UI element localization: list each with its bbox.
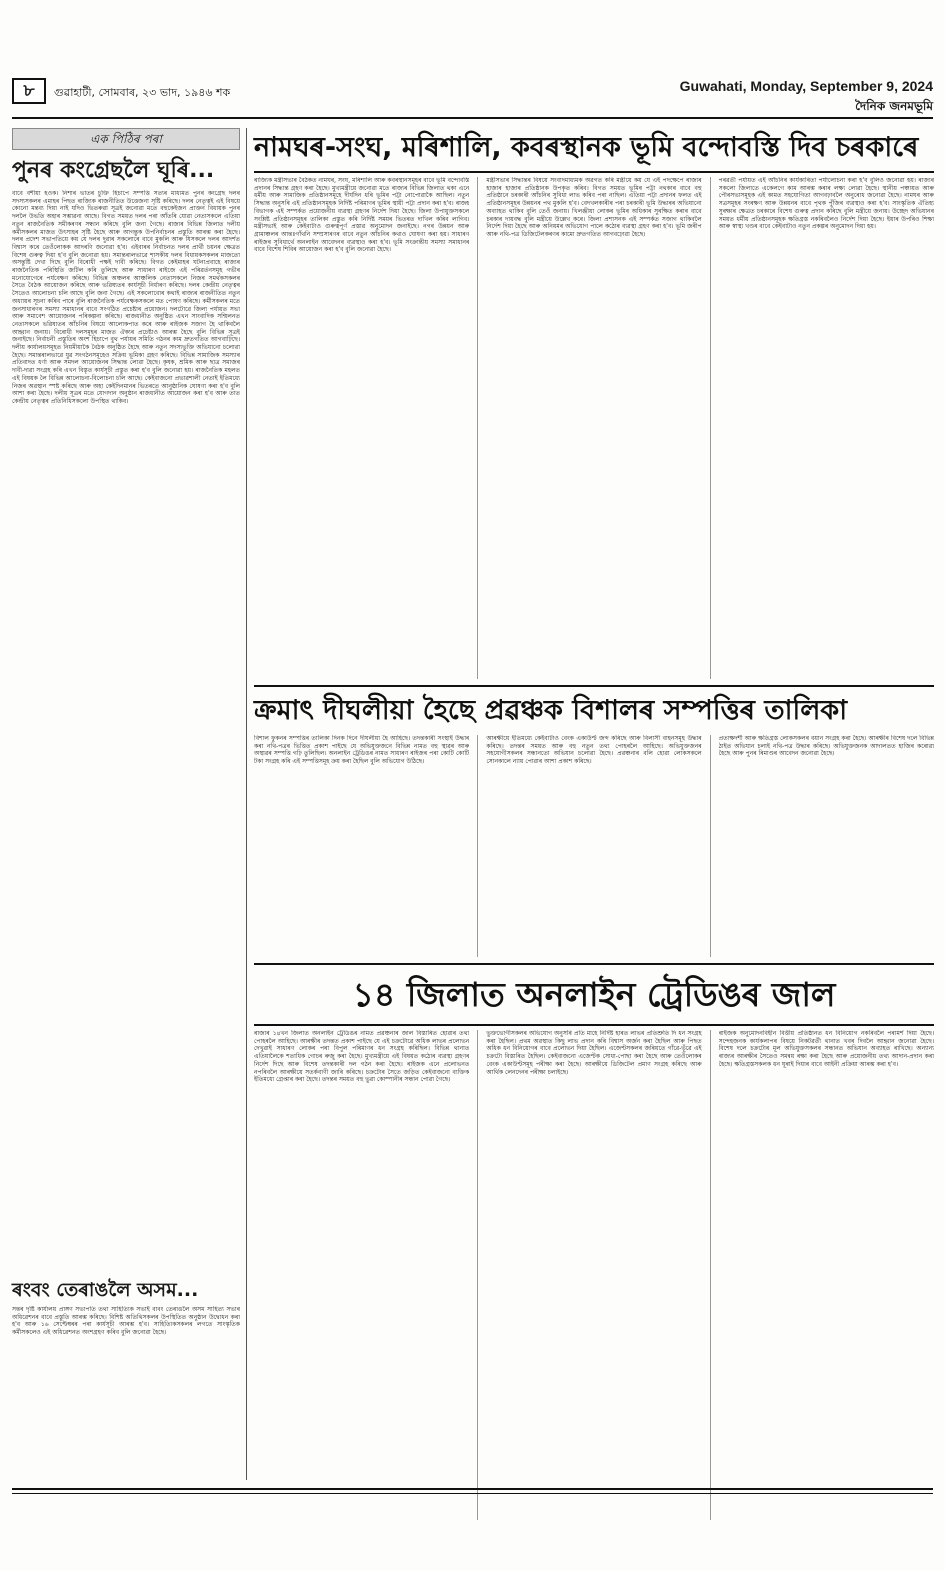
column-separator — [477, 1030, 478, 1520]
story1-col-2: মন্ত্ৰীসভাৰ সিদ্ধান্তৰ বিষয়ে সংবাদমাধ্যমক অৱগত কৰি মন্ত্ৰীয়ে কয় যে এই পদক্ষেপে ৰাজ্যৰ হাজাৰ হাজাৰ প্ৰতিষ্ঠানক উপকৃত কৰিব। বিগত সময়ত ভূমিৰ পট্টা নথকাৰ বাবে বহু প্ৰতিষ্ঠানে চৰকাৰী আঁচনিৰ সুবিধা লাভ কৰিব পৰা নাছিল। এতিয়া পট্টা প্ৰদানৰ ফলত এই প্ৰতিষ্ঠানসমূহৰ উন্নয়নৰ পথ মুকলি হ'ব। বেদখলকাৰীৰ পৰা চৰকাৰী ভূমি উদ্ধাৰৰ অভিযানো অব্যাহত থাকিব বুলি তেওঁ জনায়। খিলঞ্জীয়া লোকৰ ভূমিৰ অধিকাৰ সুৰক্ষিত কৰাৰ বাবে চৰকাৰ দায়বদ্ধ বুলি মন্ত্ৰীয়ে উল্লেখ কৰে। জিলা প্ৰশাসনক এই সম্পৰ্কত সজাগ থাকিবলৈ নিৰ্দেশ দিয়া হৈছে আৰু অনিয়মৰ অভিযোগ পালে কঠোৰ ব্যৱস্থা গ্ৰহণ কৰা হ'ব। ভূমি জৰীপ আৰু নথি-পত্ৰ ডিজিটেলকৰণৰ কামো দ্ৰুতগতিত আগবঢ়োৱা হৈছে। — [486, 177, 702, 238]
column-separator — [477, 177, 478, 679]
date-assamese: গুৱাহাটী, সোমবাৰ, ২৩ ভাদ, ১৯৪৬ শক — [54, 86, 231, 99]
footer-rule — [12, 1488, 933, 1490]
story3-columns — [254, 1030, 934, 1520]
story1-col-1: ৰাজ্যিক মন্ত্ৰীসভাৰ বৈঠকত নামঘৰ, সংঘ, মৰিশালি আৰু কবৰস্থানসমূহৰ বাবে ভূমি বন্দোবস্তি প্ৰদানৰ সিদ্ধান্ত গ্ৰহণ কৰা হৈছে। মুখ্যমন্ত্ৰীয়ে জনোৱা মতে ৰাজ্যৰ বিভিন্ন জিলাত থকা এনে ধৰ্মীয় আৰু সামাজিক প্ৰতিষ্ঠানসমূহে দীৰ্ঘদিন ধৰি ভূমিৰ পট্টা নোপোৱাকৈ আছিল। নতুন সিদ্ধান্ত অনুসৰি এই প্ৰতিষ্ঠানসমূহক নিৰ্দিষ্ট পৰিমাণৰ ভূমিৰ স্থায়ী পট্টা প্ৰদান কৰা হ'ব। ৰাজহ বিভাগক এই সম্পৰ্কত প্ৰয়োজনীয় ব্যৱস্থা গ্ৰহণৰ নিৰ্দেশ দিয়া হৈছে। জিলা উপায়ুক্তসকলে সংশ্লিষ্ট প্ৰতিষ্ঠানসমূহৰ তালিকা প্ৰস্তুত কৰি নিৰ্দিষ্ট সময়ৰ ভিতৰত দাখিল কৰিব লাগিব। মন্ত্ৰীসভাই আৰু কেইবাটাও গুৰুত্বপূৰ্ণ প্ৰস্তাৱ অনুমোদন জনাইছে। নগৰ উন্নয়ন আৰু গ্ৰামাঞ্চলৰ আন্তঃগাঁথনি সম্প্ৰসাৰণৰ বাবে নতুন আঁচনিৰ কথাও ঘোষণা কৰা হয়। সাধাৰণ ৰাইজৰ সুবিধাৰ্থে অনলাইন আবেদনৰ ব্যৱস্থাও কৰা হ'ব। ভূমি সংক্ৰান্তীয় সমস্যা সমাধানৰ বাবে বিশেষ শিবিৰ আয়োজন কৰা হ'ব বুলি জনোৱা হৈছে। — [254, 177, 470, 254]
story3-top-rule — [254, 963, 934, 965]
left-column — [12, 128, 240, 1480]
story3-headline: ১৪ জিলাত অনলাইন ট্ৰেডিঙৰ জাল — [352, 975, 836, 1014]
left-article-body-2: সন্তৰ দৃষ্টি কাৰ্যালয় প্ৰাঙ্গণ সভাপতি তথা সাহিত্যিক সভাই বাবং তেৰাঙলৈ অসম সাহিত্য সভাৰ অধিৱেশনৰ বাবে প্ৰস্তুতি আৰম্ভ কৰিছে। বিশিষ্ট অতিথিসকলৰ উপস্থিতিত অনুষ্ঠান উদ্বোধন কৰা হ'ব আৰু ১৬ সেপ্টেম্বৰৰ পৰা কাৰ্যসূচী আৰম্ভ হ'ব। সাহিত্যিকসকলৰ লগতে সাংস্কৃতিক কৰ্মীসকলেও এই অধিৱেশনত অংশগ্ৰহণ কৰিব বুলি জনোৱা হৈছে। — [12, 1306, 240, 1337]
story1-col-3: পৰৱৰ্তী পৰ্যায়ত এই আঁচনিৰ কাৰ্যকাৰিতা পৰ্যালোচনা কৰা হ'ব বুলিও জনোৱা হয়। ৰাজ্যৰ সকলো জিলাতে একেলগে কাম আৰম্ভ কৰাৰ লক্ষ্য লোৱা হৈছে। স্থানীয় পঞ্চায়ত আৰু পৌৰসভাসমূহক এই কামত সহযোগিতা আগবঢ়াবলৈ অনুৰোধ জনোৱা হৈছে। নামঘৰ আৰু সত্ৰসমূহৰ সংৰক্ষণ আৰু উন্নয়নৰ বাবে পৃথক পুঁজিৰ ব্যৱস্থাও কৰা হ'ব। সাংস্কৃতিক ঐতিহ্য সুৰক্ষাৰ ক্ষেত্ৰত চৰকাৰে বিশেষ গুৰুত্ব প্ৰদান কৰিছে বুলি মন্ত্ৰীয়ে জনায়। উচ্ছেদ অভিযানৰ সময়ত ধৰ্মীয় প্ৰতিষ্ঠানসমূহক ক্ষতিগ্ৰস্ত নকৰিবলৈও নিৰ্দেশ দিয়া হৈছে। ইয়াৰ উপৰিও শিক্ষা আৰু স্বাস্থ্য খণ্ডৰ বাবে কেইবাটাও নতুন প্ৰকল্পৰ অনুমোদন দিয়া হয়। — [718, 177, 934, 231]
masthead-rule — [12, 117, 933, 119]
story2-headline: ক্ৰমাৎ দীঘলীয়া হৈছে প্ৰৱঞ্চক বিশালৰ সম্পত্তিৰ তালিকা — [254, 695, 848, 726]
date-english: Guwahati, Monday, September 9, 2024 — [679, 78, 933, 94]
footer-rule-thin — [12, 1493, 933, 1494]
story2-col-2: আৰক্ষীয়ে ইতিমধ্যে কেইবাটাও বেংক একাউণ্ট জব্দ কৰিছে আৰু বিলাসী বাহনসমূহ উদ্ধাৰ কৰিছে। তদন্তৰ সময়ত আৰু বহু নতুন তথ্য পোহৰলৈ আহিছে। অভিযুক্তজনৰ সহযোগীসকলৰ সন্ধানতো অভিযান চলোৱা হৈছে। প্ৰৱঞ্চনাৰ বলি হোৱা লোকসকলে সোনকালে ন্যায় পোৱাৰ আশা প্ৰকাশ কৰিছে। — [486, 735, 702, 766]
column-separator — [710, 177, 711, 679]
left-article-body-1: বাবে বশীয়া হওক। নিশাৰ ভাতৰ চুক্তি হিচাপে সম্পত্তি সত্যৰ মাধ্যমত পুনৰ কংগ্ৰেছ দলৰ সদস্যসকলৰ এমাহৰ পিছত ৰাজ্যিক ৰাজনীতিত উত্তেজনা সৃষ্টি কৰিছে। দলৰ নেতৃত্বই এই বিষয়ে কোনো মন্তব্য দিয়া নাই যদিও ভিতৰুৱা সূত্ৰই জনোৱা মতে বহুকেইজন প্ৰাক্তন বিধায়ক পুনৰ দললৈ উভতি অহাৰ সম্ভাৱনা আছে। বিগত সময়ত দলৰ পৰা আঁতৰি যোৱা নেতাসকলে এতিয়া নতুন ৰাজনৈতিক সমীকৰণৰ সন্ধান কৰিছে বুলি জনা গৈছে। ৰাজ্যৰ বিভিন্ন জিলাত দলীয় কৰ্মীসকলৰ মাজত উৎসাহৰ সৃষ্টি হৈছে আৰু আগন্তুক উপনিৰ্বাচনৰ প্ৰস্তুতি আৰম্ভ কৰা হৈছে। দলৰ প্ৰদেশ সভাপতিয়ে কয় যে দলৰ দুৱাৰ সকলোৰে বাবে মুকলি আৰু যিসকলে দলৰ আদৰ্শত বিশ্বাস কৰে তেওঁলোকক আদৰণি জনোৱা হ'ব। এইবাৰৰ নিৰ্বাচনত দলৰ প্ৰাৰ্থী চয়নৰ ক্ষেত্ৰত বিশেষ গুৰুত্ব দিয়া হ'ব বুলি জনোৱা হয়। সমান্তৰালভাৱে শাসকীয় দলৰ বিধায়কসকলৰ মাজতো অসন্তুষ্টি দেখা দিছে বুলি বিৰোধী পক্ষই দাবী কৰিছে। বিগত কেইমাহৰ ঘটনাপ্ৰবাহে ৰাজ্যৰ ৰাজনৈতিক পৰিস্থিতি জটিল কৰি তুলিছে আৰু সাধাৰণ ৰাইজে এই পৰিৱৰ্তনসমূহ গভীৰ মনোযোগেৰে পৰ্যবেক্ষণ কৰিছে। বিভিন্ন অঞ্চলৰ আঞ্চলিক নেতাসকলে নিজৰ সমৰ্থকসকলৰ সৈতে বৈঠক আয়োজন কৰিছে আৰু ভৱিষ্যতৰ কাৰ্যসূচী নিৰ্ধাৰণ কৰিছে। দলৰ কেন্দ্ৰীয় নেতৃত্বৰ সৈতেও আলোচনা চলি আছে বুলি জনা গৈছে। এই সকলোবোৰ কথাই ৰাজ্যৰ ৰাজনীতিত নতুন অধ্যায়ৰ সূচনা কৰিব পাৰে বুলি ৰাজনৈতিক পৰ্যবেক্ষকসকলে মত পোষণ কৰিছে। কৰ্মীসকলৰ মতে জনসাধাৰণৰ সমস্যা সমাধানৰ বাবে সংগঠিত প্ৰচেষ্টাৰ প্ৰয়োজন। দলটোৱে জিলা পৰ্যায়ত সভা আৰু সমাবেশ আয়োজনৰ পৰিকল্পনা কৰিছে। ৰাজধানীত অনুষ্ঠিত এখন সাংবাদিক সন্মিলনত নেতাসকলে ভৱিষ্যতৰ আঁচনিৰ বিষয়ে আলোকপাত কৰে আৰু ৰাইজক সজাগ হৈ থাকিবলৈ আহ্বান জনায়। বিৰোধী দলসমূহৰ মাজত ঐক্যৰ প্ৰচেষ্টাও আৰম্ভ হৈছে বুলি বিভিন্ন সূত্ৰই জনাইছে। নিৰ্বাচনী প্ৰস্তুতিৰ অংশ হিচাপে বুথ পৰ্যায়ৰ সমিতি গঠনৰ কাম দ্ৰুতগতিত আগবাঢ়িছে। দলীয় কাৰ্যালয়সমূহত নিয়মীয়াকৈ বৈঠক অনুষ্ঠিত হৈছে আৰু নতুন সদস্যভুক্তি অভিযানো চলোৱা হৈছে। সমান্তৰালভাৱে যুৱ সংগঠনসমূহেও সক্ৰিয় ভূমিকা গ্ৰহণ কৰিছে। বিভিন্ন সামাজিক সমস্যাৰ প্ৰতিবাদত ধৰ্ণা আৰু সমদল আয়োজনৰ সিদ্ধান্ত লোৱা হৈছে। কৃষক, শ্ৰমিক আৰু ছাত্ৰ সমাজৰ দাবী-দাৱা সংগ্ৰহ কৰি এখন বিস্তৃত কাৰ্যসূচী প্ৰস্তুত কৰা হ'ব বুলি জনোৱা হয়। ৰাজনৈতিক মহলত এই বিষয়ক লৈ বিভিন্ন আলোচনা-বিলোচনা চলি আছে। কেইবাজনো প্ৰভাৱশালী নেতাই ইতিমধ্যে নিজৰ অৱস্থান স্পষ্ট কৰিছে আৰু অহা কেইদিনমানৰ ভিতৰতে আনুষ্ঠানিক ঘোষণা কৰা হ'ব বুলি আশা কৰা হৈছে। দলীয় সূত্ৰৰ মতে যোগদান অনুষ্ঠান ৰাজধানীত আয়োজন কৰা হ'ব আৰু তাত কেন্দ্ৰীয় নেতৃত্বৰ প্ৰতিনিধিসকলো উপস্থিত থাকিব। — [12, 190, 240, 405]
story1-headline: নামঘৰ-সংঘ, মৰিশালি, কবৰস্থানক ভূমি বন্দোবস্তি দিব চৰকাৰে — [254, 132, 919, 163]
column-separator — [710, 735, 711, 957]
column-separator — [477, 735, 478, 957]
left-headline-1: পুনৰ কংগ্ৰেছলৈ ঘূৰি... — [12, 158, 215, 183]
story3-col-3: ৰাইজক অনুমোদনবিহীন বিত্তীয় প্ৰতিষ্ঠানত ধন বিনিয়োগ নকৰিবলৈ পৰামৰ্শ দিয়া হৈছে। সন্দেহজনক কাৰ্যকলাপৰ বিষয়ে নিকটৱৰ্তী থানাত খবৰ দিবলৈ আহ্বান জনোৱা হৈছে। বিশেষ দলে চক্ৰটোৰ মূল অভিযুক্তসকলৰ সন্ধানত অভিযান অব্যাহত ৰাখিছে। অন্যান্য ৰাজ্যৰ আৰক্ষীৰ সৈতেও সমন্বয় ৰক্ষা কৰা হৈছে আৰু প্ৰয়োজনীয় তথ্য আদান-প্ৰদান কৰা হৈছে। ক্ষতিগ্ৰস্তসকলক ধন ঘূৰাই দিয়াৰ বাবে আইনী প্ৰক্ৰিয়া আৰম্ভ কৰা হ'ব। — [718, 1030, 934, 1068]
story3-col-1: ৰাজ্যৰ ১৪খন জিলাত অনলাইন ট্ৰেডিঙৰ নামত প্ৰৱঞ্চনাৰ জাল বিস্তাৰিত হোৱাৰ তথ্য পোহৰলৈ আহিছে। আৰক্ষীৰ তদন্তত প্ৰকাশ পাইছে যে এই চক্ৰটোৱে অধিক লাভৰ প্ৰলোভন দেখুৱাই সাধাৰণ লোকৰ পৰা বিপুল পৰিমাণৰ ধন সংগ্ৰহ কৰিছিল। বিভিন্ন থানাত এতিয়ালৈকে শতাধিক গোচৰ ৰুজু কৰা হৈছে। মুখ্যমন্ত্ৰীয়ে এই বিষয়ত কঠোৰ ব্যৱস্থা গ্ৰহণৰ নিৰ্দেশ দিছে আৰু বিশেষ তদন্তকাৰী দল গঠন কৰা হৈছে। ৰাইজক এনে প্ৰলোভনত নপৰিবলৈ আৰক্ষীয়ে সতৰ্কবাণী জাৰি কৰিছে। চক্ৰটোৰ সৈতে জড়িত কেইবাজনো ব্যক্তিক ইতিমধ্যে গ্ৰেপ্তাৰ কৰা হৈছে। তদন্তৰ সময়ত বহু ভুৱা কোম্পানীৰ সন্ধান পোৱা গৈছে। — [254, 1030, 470, 1084]
left-headline-2: ৰংবং তেৰাঙলৈ অসম... — [12, 1279, 199, 1301]
story3-col-2: ভুক্তভোগীসকলৰ অভিযোগ অনুসৰি প্ৰতি মাহে নিৰ্দিষ্ট হাৰত লাভৰ প্ৰতিশ্ৰুতি দি ধন সংগ্ৰহ কৰা হৈছিল। প্ৰথম অৱস্থাত কিছু লাভ প্ৰদান কৰি বিশ্বাস অৰ্জন কৰা হৈছিল আৰু পিছত অধিক ধন বিনিয়োগৰ বাবে প্ৰলোভন দিয়া হৈছিল। এজেণ্টসকলৰ জৰিয়তে গাঁৱে-ভূঁৱে এই চক্ৰটো বিস্তাৰিত হৈছিল। কেইবাজনো এজেণ্টক সোধা-পোছা কৰা হৈছে আৰু তেওঁলোকৰ বেংক একাউণ্টসমূহ পৰীক্ষা কৰা হৈছে। আৰক্ষীয়ে ডিজিটেল প্ৰমাণ সংগ্ৰহ কৰিছে আৰু আৰ্থিক লেনদেনৰ পৰীক্ষা চলাইছে। — [486, 1030, 702, 1076]
column-separator — [710, 1030, 711, 1520]
story1-columns — [254, 177, 934, 679]
page-number: ৮ — [12, 78, 46, 104]
column-divider — [246, 128, 247, 1480]
story2-top-rule — [254, 685, 934, 687]
story3-rule — [254, 1024, 934, 1026]
story2-columns — [254, 735, 934, 957]
story1-rule — [254, 171, 934, 173]
paper-name: দৈনিক জনমভূমি — [855, 99, 933, 113]
story2-col-3: প্ৰত্যক্ষদৰ্শী আৰু ক্ষতিগ্ৰস্ত লোকসকলৰ বয়ান সংগ্ৰহ কৰা হৈছে। আৰক্ষীৰ বিশেষ দলে বিভিন্ন ঠাইত অভিযান চলাই নথি-পত্ৰ উদ্ধাৰ কৰিছে। অভিযুক্তজনক আদালতত হাজিৰ কৰোৱা হৈছে আৰু পুনৰ ৰিমাণ্ডৰ আবেদন জনোৱা হৈছে। — [718, 735, 934, 758]
main-stories — [254, 128, 934, 1480]
feature-label: এক পিঠিৰ পৰা — [12, 128, 240, 150]
story2-col-1: বিশাল ফুকনৰ সম্পত্তিৰ তালিকা দিনক দিনে দীঘলীয়া হৈ আহিছে। তদন্তকাৰী সংস্থাই উদ্ধাৰ কৰা নথি-পত্ৰৰ ভিত্তিত প্ৰকাশ পাইছে যে অভিযুক্তজনে বিভিন্ন নামত বহু স্থাৱৰ আৰু অস্থাৱৰ সম্পত্তি গঢ়ি তুলিছিল। অনলাইন ট্ৰেডিঙৰ নামত সাধাৰণ ৰাইজৰ পৰা কোটি কোটি টকা সংগ্ৰহ কৰি এই সম্পত্তিসমূহ ক্ৰয় কৰা হৈছিল বুলি অভিযোগ উঠিছে। — [254, 735, 470, 766]
masthead — [12, 78, 933, 118]
